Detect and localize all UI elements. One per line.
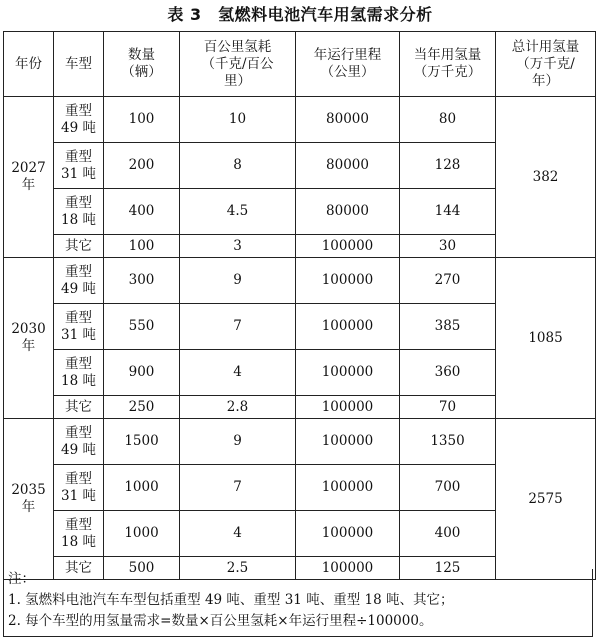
consumption-cell: 4.5 <box>180 189 296 235</box>
annual-hydrogen-cell: 360 <box>400 350 496 396</box>
table-row <box>4 419 596 465</box>
total-hydrogen-cell: 1085 <box>496 258 596 419</box>
table-row <box>4 258 596 304</box>
count-cell: 300 <box>104 258 180 304</box>
mileage-cell: 100000 <box>296 304 400 350</box>
vehicle-type-cell: 重型 49 吨 <box>54 258 104 304</box>
mileage-cell: 100000 <box>296 557 400 580</box>
annual-hydrogen-cell: 144 <box>400 189 496 235</box>
count-cell: 400 <box>104 189 180 235</box>
count-cell: 200 <box>104 143 180 189</box>
vehicle-type-cell: 重型 18 吨 <box>54 350 104 396</box>
mileage-cell: 100000 <box>296 235 400 258</box>
year-cell: 2027 年 <box>4 97 54 258</box>
hydrogen-demand-table <box>3 31 596 580</box>
mileage-cell: 100000 <box>296 396 400 419</box>
vehicle-type-cell: 其它 <box>54 235 104 258</box>
total-hydrogen-cell: 2575 <box>496 419 596 580</box>
annual-hydrogen-cell: 400 <box>400 511 496 557</box>
count-cell: 1500 <box>104 419 180 465</box>
count-cell: 500 <box>104 557 180 580</box>
table-notes <box>3 569 593 637</box>
mileage-cell: 100000 <box>296 465 400 511</box>
mileage-cell: 100000 <box>296 350 400 396</box>
note-line-1: 1. 氢燃料电池汽车车型包括重型 49 吨、重型 31 吨、重型 18 吨、其它； <box>8 592 454 608</box>
consumption-cell: 8 <box>180 143 296 189</box>
annual-hydrogen-cell: 70 <box>400 396 496 419</box>
count-cell: 100 <box>104 235 180 258</box>
count-cell: 100 <box>104 97 180 143</box>
table-row <box>4 97 596 143</box>
consumption-cell: 2.5 <box>180 557 296 580</box>
header-vehicle-type: 车型 <box>54 32 104 97</box>
count-cell: 900 <box>104 350 180 396</box>
consumption-cell: 10 <box>180 97 296 143</box>
consumption-cell: 4 <box>180 511 296 557</box>
annual-hydrogen-cell: 125 <box>400 557 496 580</box>
consumption-cell: 7 <box>180 465 296 511</box>
consumption-cell: 9 <box>180 419 296 465</box>
annual-hydrogen-cell: 30 <box>400 235 496 258</box>
vehicle-type-cell: 重型 49 吨 <box>54 97 104 143</box>
vehicle-type-cell: 重型 31 吨 <box>54 304 104 350</box>
vehicle-type-cell: 其它 <box>54 396 104 419</box>
vehicle-type-cell: 重型 18 吨 <box>54 511 104 557</box>
header-consumption: 百公里氢耗 （千克/百公 里） <box>180 32 296 97</box>
annual-hydrogen-cell: 80 <box>400 97 496 143</box>
mileage-cell: 80000 <box>296 143 400 189</box>
header-total-hydrogen: 总计用氢量 （万千克/ 年） <box>496 32 596 97</box>
mileage-cell: 80000 <box>296 189 400 235</box>
count-cell: 250 <box>104 396 180 419</box>
mileage-cell: 100000 <box>296 258 400 304</box>
table-header-row <box>4 32 596 97</box>
vehicle-type-cell: 其它 <box>54 557 104 580</box>
mileage-cell: 80000 <box>296 97 400 143</box>
annual-hydrogen-cell: 128 <box>400 143 496 189</box>
header-count: 数量 （辆） <box>104 32 180 97</box>
table-title: 表 3 氢燃料电池汽车用氢需求分析 <box>167 5 433 24</box>
mileage-cell: 100000 <box>296 511 400 557</box>
vehicle-type-cell: 重型 31 吨 <box>54 143 104 189</box>
note-line-2: 2. 每个车型的用氢量需求=数量×百公里氢耗×年运行里程÷100000。 <box>8 613 433 629</box>
header-year: 年份 <box>4 32 54 97</box>
annual-hydrogen-cell: 385 <box>400 304 496 350</box>
total-hydrogen-cell: 382 <box>496 97 596 258</box>
year-cell: 2030 年 <box>4 258 54 419</box>
annual-hydrogen-cell: 700 <box>400 465 496 511</box>
vehicle-type-cell: 重型 31 吨 <box>54 465 104 511</box>
count-cell: 1000 <box>104 465 180 511</box>
consumption-cell: 7 <box>180 304 296 350</box>
notes-heading: 注： <box>8 571 35 587</box>
vehicle-type-cell: 重型 18 吨 <box>54 189 104 235</box>
year-cell: 2035 年 <box>4 419 54 580</box>
header-annual-hydrogen: 当年用氢量 （万千克） <box>400 32 496 97</box>
annual-hydrogen-cell: 1350 <box>400 419 496 465</box>
consumption-cell: 2.8 <box>180 396 296 419</box>
vehicle-type-cell: 重型 49 吨 <box>54 419 104 465</box>
consumption-cell: 9 <box>180 258 296 304</box>
header-mileage: 年运行里程 （公里） <box>296 32 400 97</box>
annual-hydrogen-cell: 270 <box>400 258 496 304</box>
consumption-cell: 3 <box>180 235 296 258</box>
mileage-cell: 100000 <box>296 419 400 465</box>
count-cell: 550 <box>104 304 180 350</box>
consumption-cell: 4 <box>180 350 296 396</box>
count-cell: 1000 <box>104 511 180 557</box>
